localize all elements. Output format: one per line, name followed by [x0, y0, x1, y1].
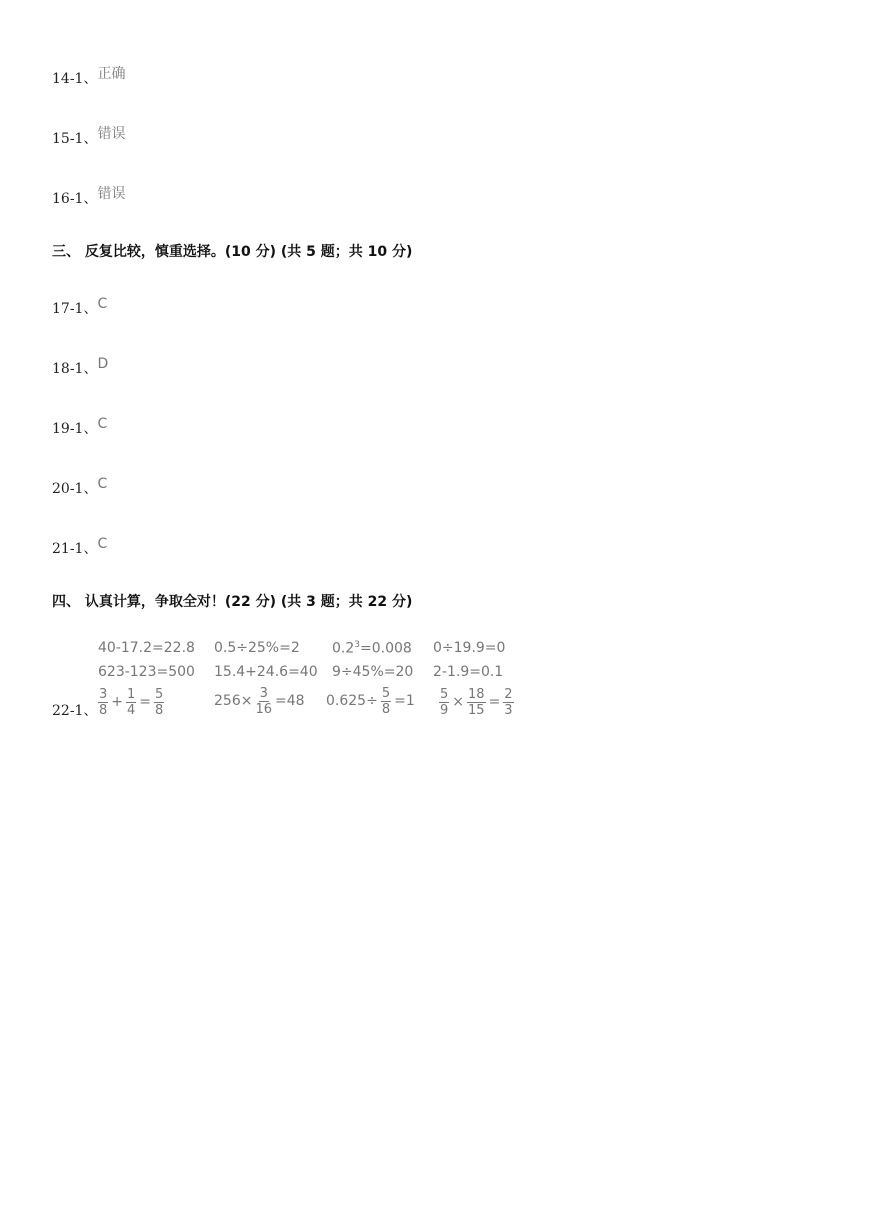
item-answer: 错误 [97, 186, 126, 202]
calc-row-fractions [98, 684, 539, 718]
fraction: $\frac{2}{3}$ [504, 686, 513, 718]
power-base: 0.2 [332, 640, 355, 657]
calc-cell: 2-1.9=0.1 [433, 664, 504, 680]
answer-item [52, 298, 107, 318]
section-heading: 四、 认真计算，争取全对！(22 分) (共 3 题；共 22 分) [52, 594, 413, 610]
answer-item [52, 478, 107, 498]
item-number: 17-1、 [52, 301, 98, 317]
item-answer: D [97, 356, 109, 372]
answer-item [52, 418, 107, 438]
calc-cell: 0.625÷ $\frac{5}{8}$ =1 [326, 685, 415, 717]
calc-row [98, 660, 539, 684]
calc-cell-power [332, 640, 433, 657]
calc-cell: 15.4+24.6=40 [214, 664, 318, 680]
item-answer: C [97, 416, 108, 432]
item-answer: 正确 [97, 66, 126, 82]
item-answer: C [97, 476, 108, 492]
fraction: $\frac{3}{16}$ [255, 685, 272, 717]
answer-item [52, 358, 108, 378]
power-result: =0.008 [360, 640, 412, 657]
item-number: 14-1、 [52, 71, 98, 87]
fraction: $\frac{5}{9}$ [440, 686, 449, 718]
item-number: 20-1、 [52, 481, 98, 497]
fraction: $\frac{1}{4}$ [127, 686, 136, 718]
calc-cell: 40-17.2=22.8 [98, 640, 195, 656]
item-number: 22-1、 [52, 703, 98, 719]
power-exponent: 3 [354, 639, 360, 650]
fraction: $\frac{18}{15}$ [468, 686, 485, 718]
calc-cell: 0.5÷25%=2 [214, 640, 300, 656]
calc-cell: 256× $\frac{3}{16}$ =48 [214, 685, 305, 717]
calc-cell: 0÷19.9=0 [433, 640, 506, 656]
item-answer: C [97, 536, 108, 552]
calculation-answers [98, 636, 539, 718]
calc-cell: 623-123=500 [98, 664, 195, 680]
fraction: $\frac{5}{8}$ [155, 686, 164, 718]
item-number: 19-1、 [52, 421, 98, 437]
item-number: 16-1、 [52, 191, 98, 207]
answer-item [52, 68, 125, 88]
calc-row [98, 636, 539, 660]
item-answer: C [97, 296, 108, 312]
item-answer: 错误 [97, 126, 126, 142]
fraction: $\frac{5}{8}$ [381, 685, 391, 717]
answer-item [52, 538, 107, 558]
answer-item [52, 188, 125, 208]
item-number: 15-1、 [52, 131, 98, 147]
answer-item [52, 128, 125, 148]
calc-cell: 9÷45%=20 [332, 664, 414, 680]
fraction: 3 8 [99, 686, 108, 718]
item-number: 21-1、 [52, 541, 98, 557]
item-number: 18-1、 [52, 361, 98, 377]
calc-cell: 3 8 + $\frac{1}{4}$ = $\frac{5}{8}$ [99, 686, 164, 718]
calc-cell: $\frac{5}{9}$ × $\frac{18}{15}$ = $\frac{2}{3}$ [440, 686, 513, 718]
section-heading: 三、 反复比较，慎重选择。(10 分) (共 5 题；共 10 分) [52, 244, 413, 260]
